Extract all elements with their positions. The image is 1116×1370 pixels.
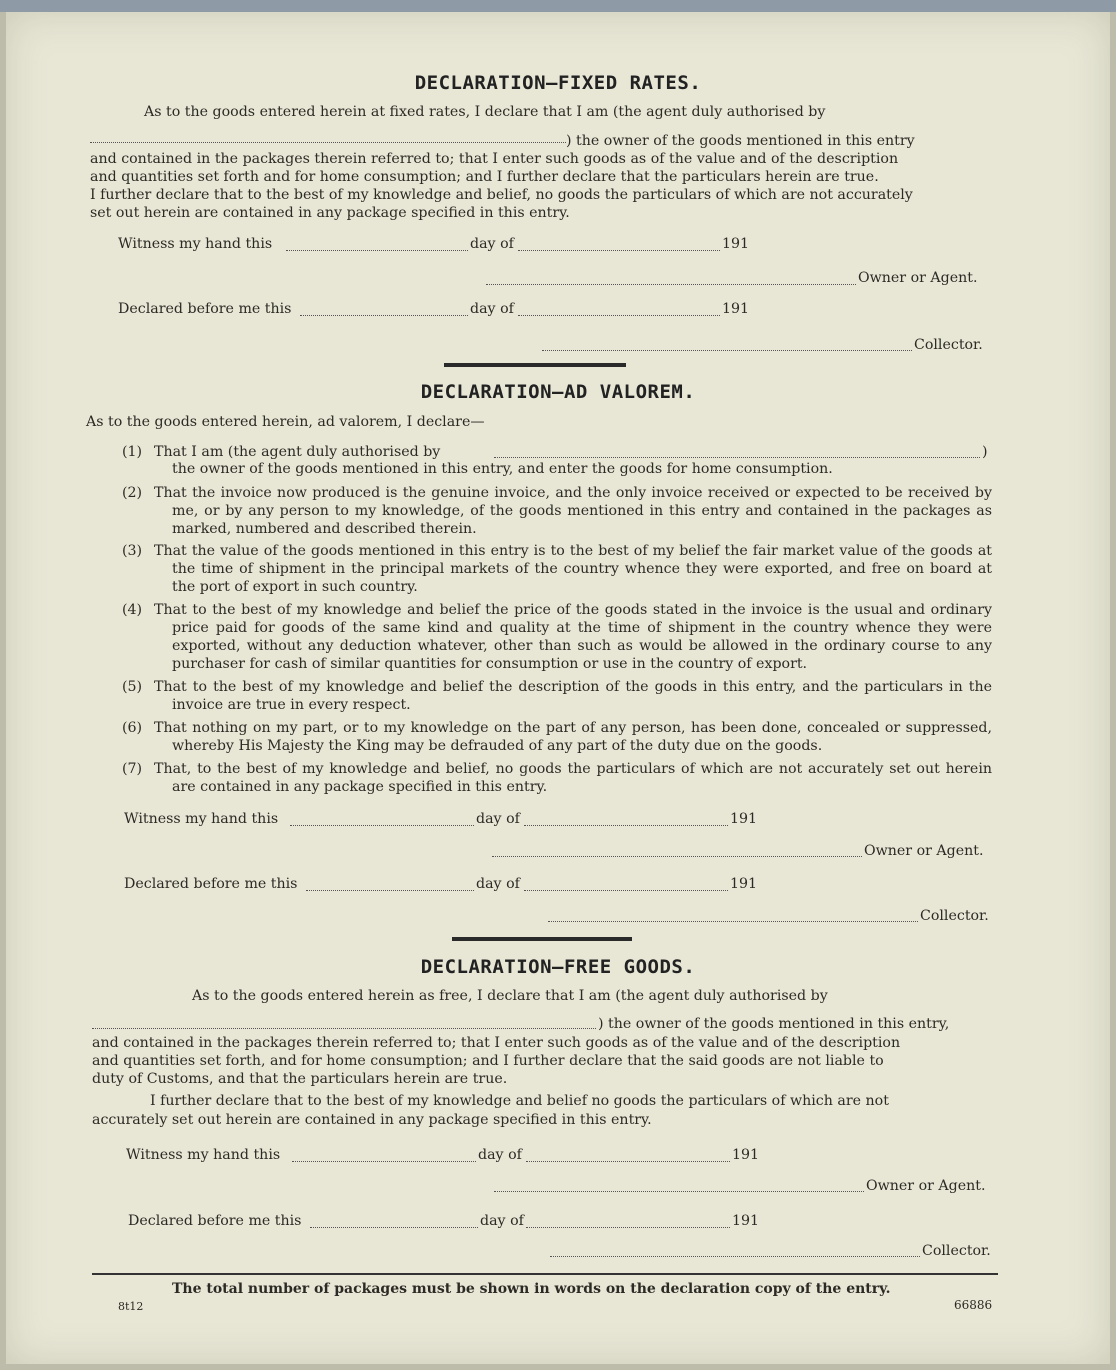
fixed-declared-day-field[interactable]: [300, 315, 468, 316]
fixed-line-6: set out herein are contained in any package specified in this entry.: [90, 205, 570, 221]
adval-witness-dayof: day of: [476, 811, 520, 827]
item-number: (3): [122, 543, 143, 559]
item-text: That the value of the goods mentioned in this entry is to the best of my belief the fair market value of the goods at the time of shipment in the principal markets of the country whence they were exported, and free on board at the port of export in such country.: [154, 543, 992, 595]
free-collector-signature-field[interactable]: [550, 1256, 920, 1257]
fixed-line-1: As to the goods entered herein at fixed rates, I declare that I am (the agent duly authorised by: [144, 104, 826, 120]
free-agent-field[interactable]: [92, 1028, 596, 1029]
item-text: That nothing on my part, or to my knowledge on the part of any person, has been done, concealed or suppressed, whereby His Majesty the King may be defrauded of any part of the duty due on the goods.: [154, 720, 992, 754]
ad-valorem-item-4: [122, 601, 992, 673]
ad-valorem-agent-field[interactable]: [494, 457, 980, 458]
free-declared-label: Declared before me this: [128, 1213, 302, 1229]
ad-valorem-item-2: [122, 484, 992, 538]
fixed-line-2: ) the owner of the goods mentioned in this entry: [566, 133, 915, 149]
fixed-witness-day-field[interactable]: [286, 250, 468, 251]
free-goods-title: DECLARATION—FREE GOODS.: [420, 956, 696, 978]
adval-collector-signature-field[interactable]: [548, 921, 918, 922]
adval-collector-label: Collector.: [920, 908, 989, 924]
ad-valorem-title: DECLARATION—AD VALOREM.: [420, 381, 696, 403]
scan-top-edge: [0, 0, 1116, 12]
adval-owner-signature-field[interactable]: [492, 856, 862, 857]
item-number: (6): [122, 720, 143, 736]
item-text: That the invoice now produced is the genuine invoice, and the only invoice received or expected to be received by me, or by any person to my knowledge, of the goods mentioned in this entry and contained in the packages as marked, numbered and described therein.: [154, 485, 992, 537]
free-owner-label: Owner or Agent.: [866, 1178, 986, 1194]
footer-note: The total number of packages must be shown in words on the declaration copy of the entry.: [172, 1281, 891, 1297]
free-declared-dayof: day of: [480, 1213, 524, 1229]
free-witness-month-field[interactable]: [526, 1161, 730, 1162]
fixed-line-4: and quantities set forth and for home consumption; and I further declare that the particulars herein are true.: [90, 169, 879, 185]
fixed-witness-year: 191: [722, 236, 750, 252]
item-text: That to the best of my knowledge and belief the description of the goods in this entry, and the particulars in the invoice are true in every respect.: [154, 679, 992, 713]
fixed-declared-label: Declared before me this: [118, 301, 292, 317]
free-witness-day-field[interactable]: [292, 1161, 476, 1162]
free-line-4: and quantities set forth, and for home consumption; and I further declare that the said goods are not liable to: [92, 1053, 884, 1069]
ad-valorem-item-1-text: That I am (the agent duly authorised by: [154, 444, 441, 460]
ad-valorem-item-5: [122, 678, 992, 714]
fixed-line-5: I further declare that to the best of my knowledge and belief, no goods the particulars of which are not accurately: [90, 187, 913, 203]
free-line-7: accurately set out herein are contained in any package specified in this entry.: [92, 1112, 652, 1128]
ad-valorem-item-1-cont: the owner of the goods mentioned in this entry, and enter the goods for home consumption.: [172, 461, 833, 477]
adval-declared-year: 191: [730, 876, 758, 892]
fixed-declared-dayof: day of: [470, 301, 514, 317]
section-divider-2: [452, 937, 632, 941]
item-text: That, to the best of my knowledge and belief, no goods the particulars of which are not accurately set out herein are contained in any package specified in this entry.: [154, 761, 992, 795]
item-text: That to the best of my knowledge and belief the price of the goods stated in the invoice is the usual and ordinary price paid for goods of the same kind and quality at the time of shipment in the country whence they were exported, without any deduction whatever, other than such as would be allowed in the ordinary course to any purchaser for cash of similar quantities for consumption or use in the country of export.: [154, 602, 992, 672]
adval-declared-day-field[interactable]: [306, 890, 474, 891]
fixed-declared-month-field[interactable]: [518, 315, 720, 316]
fixed-witness-month-field[interactable]: [518, 250, 720, 251]
free-witness-year: 191: [732, 1147, 760, 1163]
adval-declared-month-field[interactable]: [524, 890, 728, 891]
ad-valorem-item-1-num: (1): [122, 444, 143, 460]
fixed-owner-signature-field[interactable]: [486, 284, 856, 285]
item-number: (7): [122, 761, 143, 777]
item-number: (4): [122, 602, 143, 618]
adval-witness-day-field[interactable]: [290, 825, 474, 826]
fixed-owner-label: Owner or Agent.: [858, 270, 978, 286]
footer-right-code: 66886: [954, 1298, 993, 1312]
item-number: (2): [122, 485, 143, 501]
fixed-agent-field[interactable]: [90, 142, 566, 143]
free-line-5: duty of Customs, and that the particulars herein are true.: [92, 1071, 508, 1087]
ad-valorem-item-3: [122, 542, 992, 596]
section-divider-1: [444, 363, 626, 367]
adval-declared-label: Declared before me this: [124, 876, 298, 892]
ad-valorem-item-6: [122, 719, 992, 755]
free-witness-label: Witness my hand this: [126, 1147, 281, 1163]
adval-witness-label: Witness my hand this: [124, 811, 279, 827]
free-line-3: and contained in the packages therein referred to; that I enter such goods as of the value and of the description: [92, 1035, 901, 1051]
free-witness-dayof: day of: [478, 1147, 522, 1163]
free-declared-year: 191: [732, 1213, 760, 1229]
fixed-witness-dayof: day of: [470, 236, 514, 252]
free-line-1: As to the goods entered herein as free, I declare that I am (the agent duly authorised by: [192, 988, 828, 1004]
adval-owner-label: Owner or Agent.: [864, 843, 984, 859]
ad-valorem-item-1-paren: ): [982, 444, 988, 460]
fixed-declared-year: 191: [722, 301, 750, 317]
free-owner-signature-field[interactable]: [494, 1191, 864, 1192]
footer-left-code: 8t12: [118, 1300, 144, 1313]
ad-valorem-intro: As to the goods entered herein, ad valorem, I declare—: [86, 414, 485, 430]
free-collector-label: Collector.: [922, 1243, 991, 1259]
fixed-witness-label: Witness my hand this: [118, 236, 273, 252]
ad-valorem-item-7: [122, 760, 992, 796]
free-declared-day-field[interactable]: [310, 1227, 478, 1228]
fixed-rates-title: DECLARATION—FIXED RATES.: [414, 72, 702, 94]
free-line-6: I further declare that to the best of my knowledge and belief no goods the particulars of which are not: [150, 1093, 889, 1109]
item-number: (5): [122, 679, 143, 695]
adval-witness-month-field[interactable]: [524, 825, 728, 826]
fixed-collector-label: Collector.: [914, 337, 983, 353]
adval-witness-year: 191: [730, 811, 758, 827]
free-line-2: ) the owner of the goods mentioned in this entry,: [598, 1016, 950, 1032]
free-declared-month-field[interactable]: [526, 1227, 730, 1228]
fixed-collector-signature-field[interactable]: [542, 350, 912, 351]
adval-declared-dayof: day of: [476, 876, 520, 892]
fixed-line-3: and contained in the packages therein referred to; that I enter such goods as of the value and of the description: [90, 151, 899, 167]
footer-rule: [92, 1273, 998, 1275]
